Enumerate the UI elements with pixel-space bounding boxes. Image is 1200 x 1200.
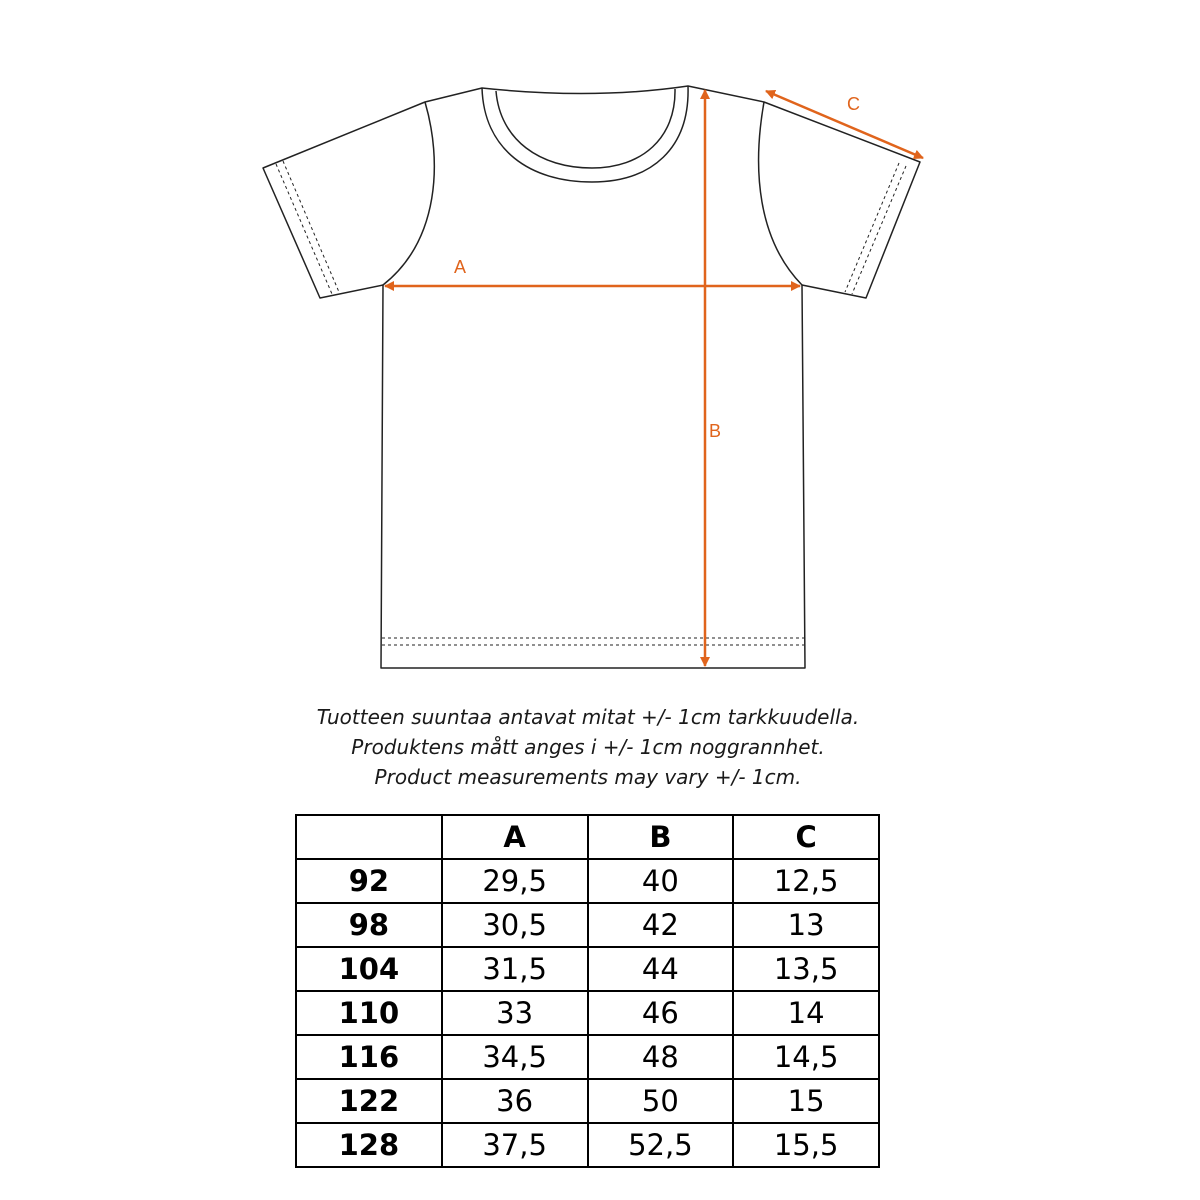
- c-cell: 13: [733, 903, 879, 947]
- note-finnish: Tuotteen suuntaa antavat mitat +/- 1cm tarkkuudella.: [316, 705, 860, 729]
- table-row: [296, 1123, 879, 1167]
- b-cell: 44: [588, 947, 734, 991]
- c-cell: 15: [733, 1079, 879, 1123]
- a-cell: 30,5: [442, 903, 588, 947]
- header-c: C: [733, 815, 879, 859]
- a-cell: 31,5: [442, 947, 588, 991]
- b-cell: 46: [588, 991, 734, 1035]
- left-sleeve-stitch-1: [276, 164, 332, 294]
- tshirt-body: [263, 86, 920, 668]
- b-cell: 48: [588, 1035, 734, 1079]
- size-cell: 92: [296, 859, 442, 903]
- left-sleeve-stitch-2: [283, 161, 339, 292]
- table-row: [296, 859, 879, 903]
- label-c: C: [847, 94, 860, 114]
- tshirt-outline: [263, 86, 920, 668]
- header-a: A: [442, 815, 588, 859]
- label-a: A: [454, 257, 467, 277]
- measurement-notes: [0, 702, 1176, 792]
- b-cell: 52,5: [588, 1123, 734, 1167]
- table-row: [296, 991, 879, 1035]
- b-cell: 42: [588, 903, 734, 947]
- size-cell: 98: [296, 903, 442, 947]
- note-swedish: Produktens mått anges i +/- 1cm noggrannhet.: [351, 735, 825, 759]
- a-cell: 36: [442, 1079, 588, 1123]
- a-cell: 37,5: [442, 1123, 588, 1167]
- a-cell: 33: [442, 991, 588, 1035]
- size-cell: 128: [296, 1123, 442, 1167]
- c-cell: 14,5: [733, 1035, 879, 1079]
- table-row: [296, 903, 879, 947]
- b-cell: 50: [588, 1079, 734, 1123]
- header-b: B: [588, 815, 734, 859]
- right-armhole: [759, 102, 802, 285]
- neck-band-inner: [496, 89, 675, 168]
- measurement-arrows: [385, 90, 923, 666]
- table-row: [296, 1079, 879, 1123]
- left-armhole: [383, 102, 434, 285]
- table-row: [296, 1035, 879, 1079]
- note-english: Product measurements may vary +/- 1cm.: [374, 765, 802, 789]
- size-cell: 104: [296, 947, 442, 991]
- c-cell: 13,5: [733, 947, 879, 991]
- b-cell: 40: [588, 859, 734, 903]
- table-header-row: [296, 815, 879, 859]
- size-cell: 122: [296, 1079, 442, 1123]
- a-cell: 34,5: [442, 1035, 588, 1079]
- label-b: B: [709, 421, 722, 441]
- right-sleeve-stitch-1: [852, 166, 906, 294]
- c-cell: 14: [733, 991, 879, 1035]
- c-cell: 15,5: [733, 1123, 879, 1167]
- c-cell: 12,5: [733, 859, 879, 903]
- a-cell: 29,5: [442, 859, 588, 903]
- header-size: [296, 815, 442, 859]
- size-table: [295, 814, 880, 1168]
- table-row: [296, 947, 879, 991]
- size-cell: 116: [296, 1035, 442, 1079]
- size-cell: 110: [296, 991, 442, 1035]
- right-sleeve-stitch-2: [845, 163, 899, 292]
- arrow-c: [766, 91, 923, 158]
